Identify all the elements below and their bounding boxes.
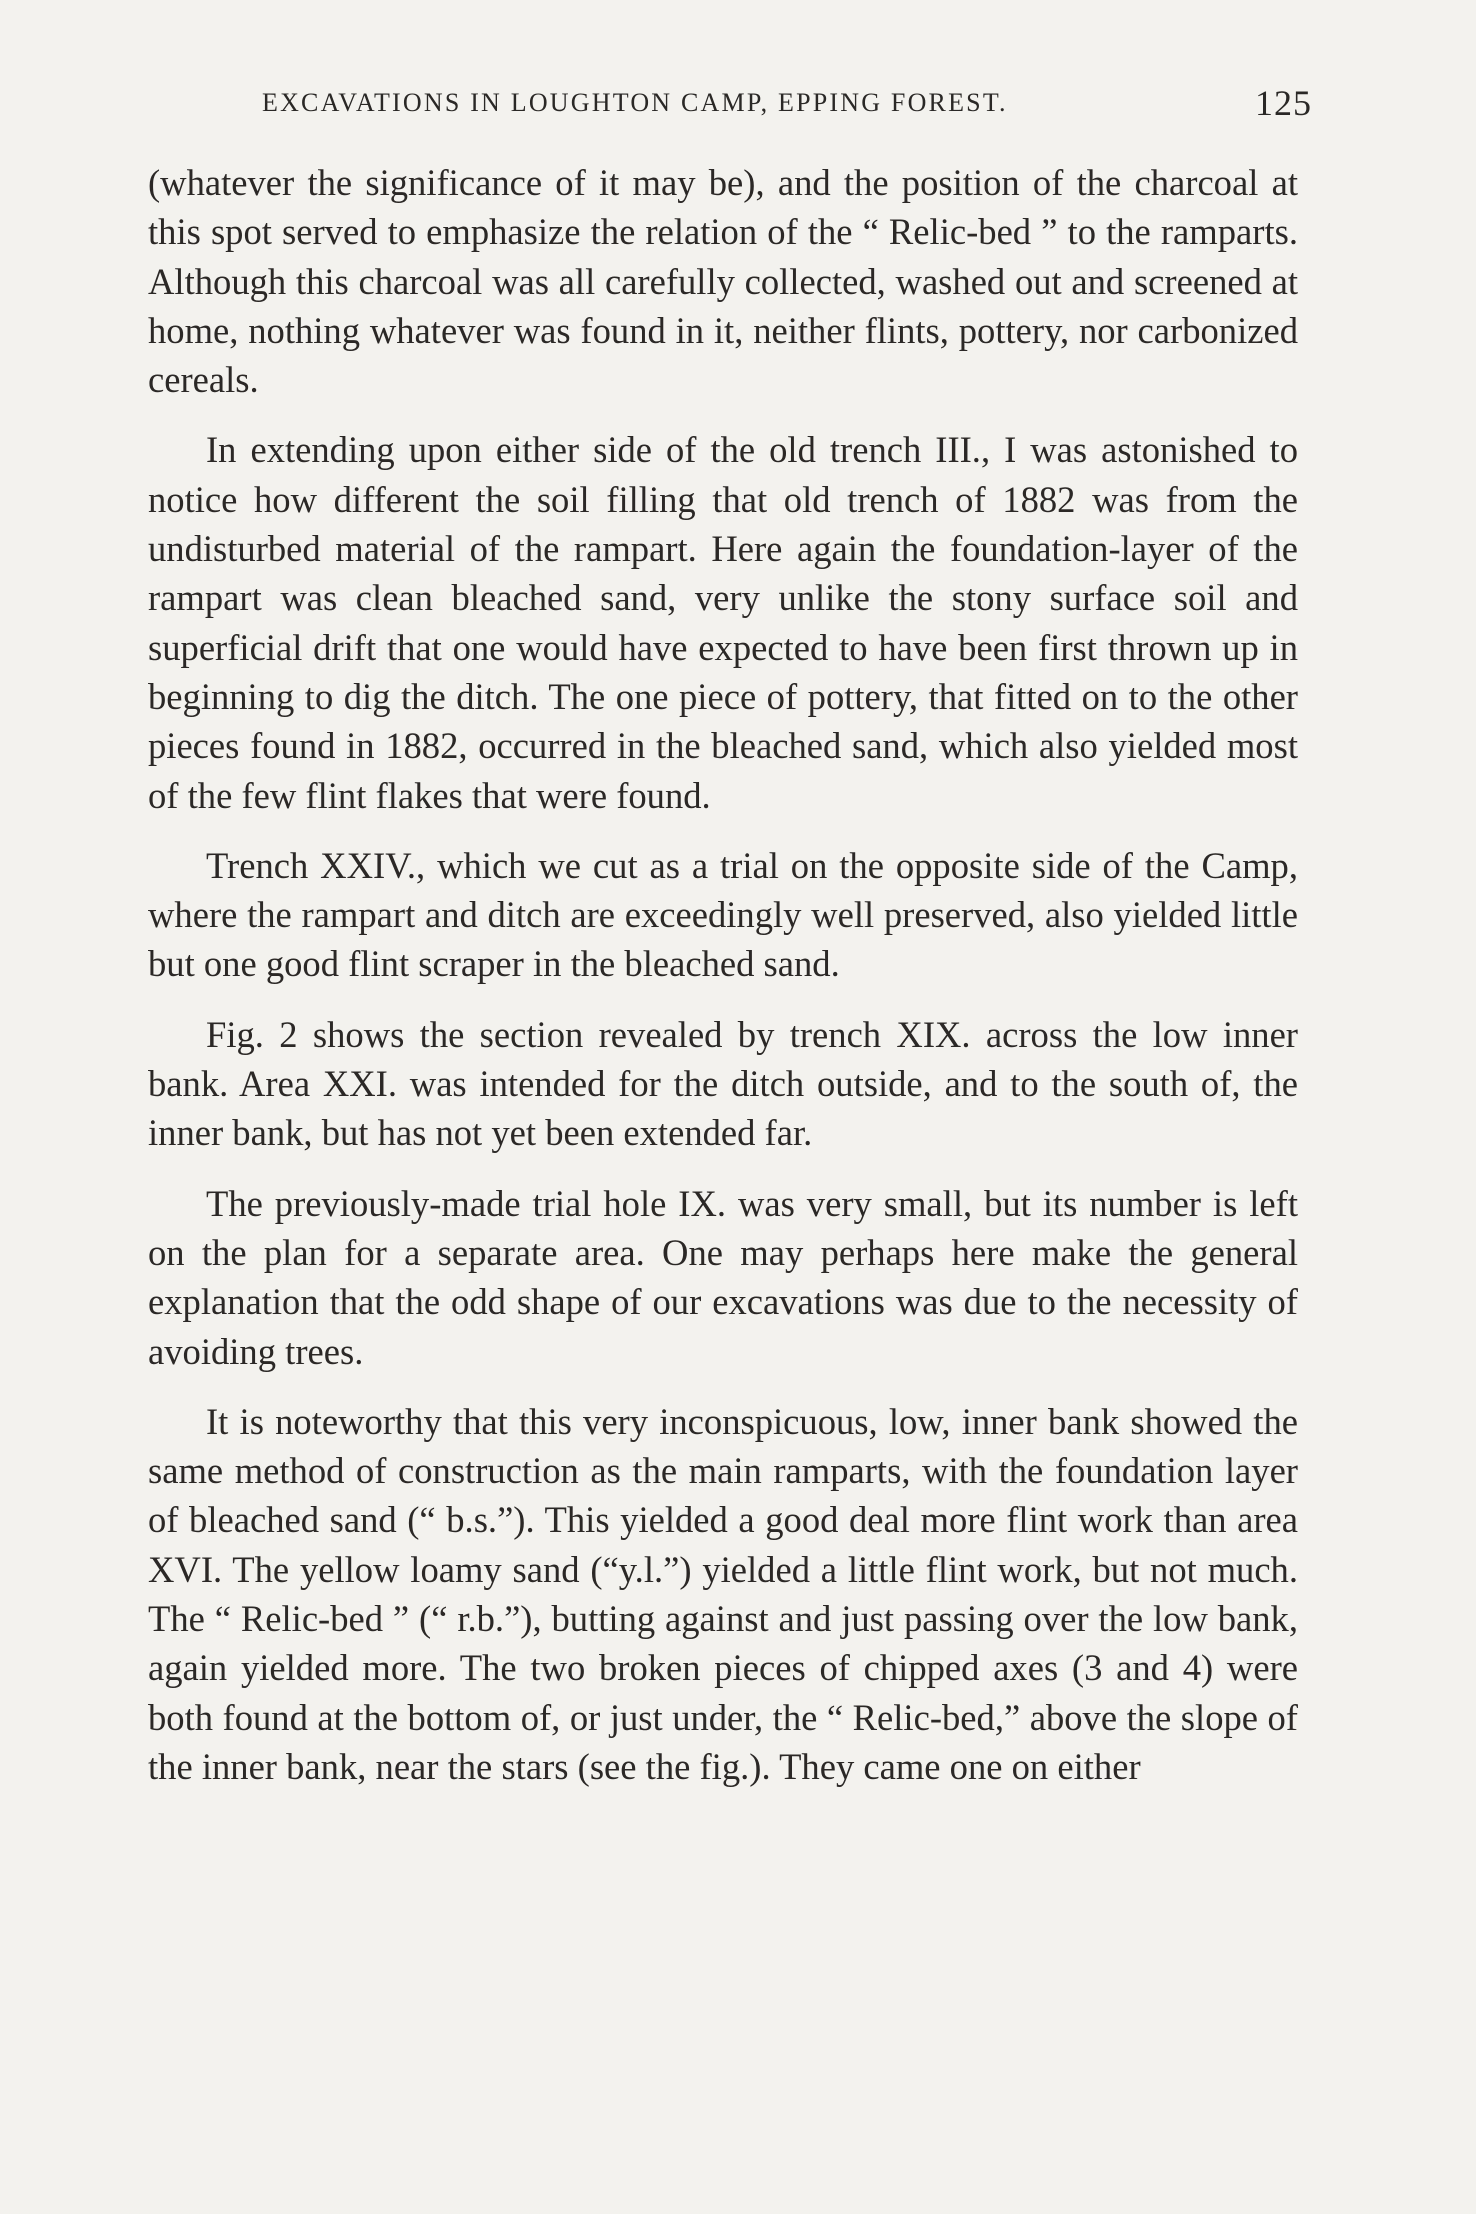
paragraph-continued: (whatever the significance of it may be), and the position of the charcoal at this spot served to emphasize the relation of the “ Relic-bed ” to the ramparts. Although this charcoal was all carefully collected, washed out and screened at home, nothing whatever was found in it, neither flints, pottery, nor carbonized cereals. bbox=[148, 162, 1298, 401]
paragraph-fig-2: Fig. 2 shows the section revealed by trench XIX. across the low inner bank. Area XXI. was intended for the ditch outside, and to the south of, the inner bank, but has not yet been extended far. bbox=[148, 1013, 1298, 1154]
paragraph-trial-hole-ix: The previously-made trial hole IX. was very small, but its number is left on the plan for a separate area. One may perhaps here make the general explanation that the odd shape of our excavations was due to the necessity of avoiding trees. bbox=[148, 1182, 1298, 1372]
running-head bbox=[262, 82, 1312, 132]
paragraph-trench-iii: In extending upon either side of the old trench III., I was astonished to notice how different the soil filling that old trench of 1882 was from the undisturbed material of the rampart. Here again the foundation-layer of the rampart was clean bleached sand, very unlike the stony surface soil and superficial drift that one would have expected to have been first thrown up in beginning to dig the ditch. The one piece of pottery, that fitted on to the other pieces found in 1882, occurred in the bleached sand, which also yielded most of the few flint flakes that were found. bbox=[148, 429, 1298, 816]
paragraph-trench-xxiv: Trench XXIV., which we cut as a trial on the opposite side of the Camp, where the rampart and ditch are exceedingly well preserved, also yielded little but one good flint scraper in the bleached sand. bbox=[148, 844, 1298, 985]
running-title: EXCAVATIONS IN LOUGHTON CAMP, EPPING FOREST. bbox=[262, 88, 1008, 117]
body-text bbox=[148, 158, 1298, 1812]
page-number: 125 bbox=[1255, 83, 1312, 123]
paragraph-inner-bank: It is noteworthy that this very inconspicuous, low, inner bank showed the same method of construction as the main ramparts, with the foundation layer of bleached sand (“ b.s.”). This yielded a good deal more flint work than area XVI. The yellow loamy sand (“y.l.”) yielded a little flint work, but not much. The “ Relic-bed ” (“ r.b.”), butting against and just passing over the low bank, again yielded more. The two broken pieces of chipped axes (3 and 4) were both found at the bottom of, or just under, the “ Relic-bed,” above the slope of the inner bank, near the stars (see the fig.). They came one on either bbox=[148, 1400, 1298, 1787]
